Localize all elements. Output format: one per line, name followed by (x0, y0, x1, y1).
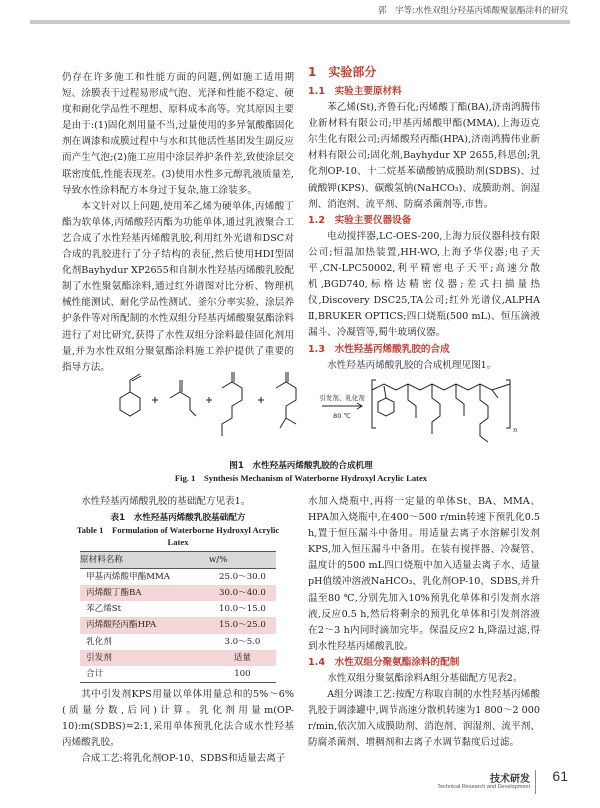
table-cell-value: 25.0～30.0 (218, 572, 266, 583)
table-caption-en: Table 1 Formulation of Waterborne Hydroxyl Acrylic (76, 525, 280, 536)
table-cell-material: 丙烯酸羟丙酯HPA (80, 617, 209, 633)
paragraph-initiator: 其中引发剂KPS用量以单体用量总和的5%～6%(质量分数,后同)计算。乳化剂用量m(OP-10):m(SDBS)=2:1,采用单体预乳化法合成水性羟基丙烯酸乳胶。 (62, 688, 294, 749)
paragraph-process-start: 合成工艺:将乳化剂OP-10、SDBS和适量去离子 (81, 753, 286, 765)
header-rule (30, 20, 570, 24)
polymer-bracket-left (372, 380, 376, 428)
table-header-material: 原材料名称 (80, 552, 209, 569)
polymer-subscript: n (513, 426, 518, 434)
paragraph-materials: 苯乙烯(St),齐鲁石化;丙烯酸丁酯(BA),济南鸿腾伟业新材料有限公司;甲基丙烯酸甲酯(MMA),上海迈克尔生化有限公司;丙烯酸羟丙酯(HPA),济南鸿腾伟业新材料有限公司;固化剂,Bayhydur XP 2655,科思创;乳化剂OP-10、十二烷基苯磺酸钠成膜助剂(SDBS)、过硫酸钾(KPS)、碳酸氢钠(NaHCO₃)、成膜助剂、润湿剂、消泡剂、流平剂、防腐杀菌剂等,市售。 (308, 102, 540, 210)
table-row-total (80, 666, 276, 683)
table-cell-value: 30.0～40.0 (209, 585, 276, 601)
page-number: 61 (552, 768, 568, 784)
running-title: 郭 宇等:水性双组分羟基丙烯酸聚氨酯涂料的研究 (378, 6, 568, 16)
polymer-backbone (372, 384, 510, 390)
table-caption-en-line2: Latex (167, 537, 189, 548)
table-cell-value: 10.0～15.0 (218, 604, 266, 615)
arrow-label: 引发剂、乳化剂 (319, 394, 365, 402)
subsection-heading-synthesis: 1.3 水性羟基丙烯酸乳胶的合成 (308, 343, 450, 355)
styrene-ring (120, 392, 140, 416)
table-row (80, 634, 276, 650)
table-header-mass-fraction: w/% (209, 552, 276, 569)
subsection-heading-materials: 1.1 实验主要原材料 (308, 86, 402, 97)
paragraph-intro-continued: 仍存在许多施工和性能方面的问题,例如施工适用期短、涂膜表干过程易形成气泡、光泽和性能不稳定、硬度和耐化学品性不理想、原料成本高等。究其原因主要是由于:(1)固化剂用量不当,过量使用的多异氰酸酯固化剂在调漆和成膜过程中与水和其他活性基团发生副反应而产生气泡;(2)施工应用中涂层养护条件差,致使涂层交联密度低,性能表现差。(3)使用水性多元醇乳液质量差,导致水性涂料配方本身过于复杂,施工涂装多。 (62, 72, 294, 196)
formulation-table (80, 551, 276, 683)
table-row (80, 569, 276, 586)
table-cell-value: 3.0～5.0 (224, 636, 261, 647)
right-column-bottom (308, 494, 540, 752)
figure-caption-cn: 图1 水性羟基丙烯酸乳胶的合成机理 (229, 461, 373, 471)
figure-synthesis-mechanism (100, 368, 520, 458)
ba-skeleton (222, 382, 242, 436)
arrow-temperature: 80 ℃ (333, 412, 351, 420)
paragraph-process-continued: 水加入烧瓶中,再将一定量的单体St、BA、MMA、HPA加入烧瓶中,在400～500 r/min转速下预乳化0.5 h,置于恒压漏斗中备用。用适量去离子水溶解引发剂KPS,加入恒压漏斗中备用。在装有搅拌器、冷凝管、温度计的500 mL四口烧瓶中加入适量去离子水、适量pH值缓冲溶液NaHCO₃、乳化剂OP-10、SDBS,并升温至80 ℃,分别先加入10%预乳化单体和引发剂水溶液,反应0.5 h,然后将剩余的预乳化单体和引发剂溶液在2～3 h内同时滴加完毕。保温反应2 h,降温过滤,得到水性羟基丙烯酸乳胶。 (308, 496, 540, 652)
section-heading-experimental: 1 实验部分 (308, 65, 377, 79)
paragraph-instruments: 电动搅拌器,LC-OES-200,上海力辰仪器科技有限公司;恒温加热装置,HH-WO,上海予华仪器;电子天平,CN-LPC50002,利平精密电子天平;高速分散机,BGD740,标格达精密仪器;差式扫描量热仪,Discovery DSC25,TA公司;红外光谱仪,ALPHA Ⅱ,BRUKER OPTICS;四口烧瓶(500 mL)、恒压滴液漏斗、冷凝管等,蜀牛玻璃仪器。 (308, 230, 540, 339)
right-column-top (308, 62, 540, 374)
subsection-heading-instruments: 1.2 实验主要仪器设备 (308, 214, 412, 226)
table-cell-value: 15.0～25.0 (209, 617, 276, 633)
paragraph-mixing-process: A组分调漆工艺:按配方称取自制的水性羟基丙烯酸乳胶于调漆罐中,调节高速分散机转速为1 800～2 000 r/min,依次加入成膜助剂、消泡剂、润湿剂、流平剂、防腐杀菌剂、增稠剂和去离子水调节黏度后过滤。 (308, 689, 540, 749)
table-cell-value: 100 (209, 666, 276, 683)
table-header-row (80, 552, 276, 569)
subsection-heading-coating: 1.4 水性双组分聚氨酯涂料的配制 (308, 656, 460, 668)
table-cell-value: 适量 (209, 650, 276, 666)
left-column-top (62, 70, 294, 376)
table-row (80, 601, 276, 617)
table-cell-material: 合计 (80, 666, 209, 683)
table-cell-material: 乳化剂 (86, 636, 112, 647)
journal-name-cn: 技术研发 (490, 774, 530, 785)
table-cell-material: 苯乙烯St (86, 604, 122, 615)
polymer-bracket-right (506, 380, 510, 428)
journal-name-en: Technical Research and Development (437, 784, 530, 790)
table-row (80, 617, 276, 633)
table-cell-material: 丙烯酸丁酯BA (80, 585, 209, 601)
hpa-skeleton (276, 382, 296, 424)
table-row (80, 585, 276, 601)
paragraph-synthesis-ref: 水性羟基丙烯酸乳胶的合成机理见图1。 (327, 359, 497, 371)
left-column-bottom (62, 494, 294, 767)
figure-caption-en: Fig. 1 Synthesis Mechanism of Waterborne Hydroxyl Acrylic Latex (174, 473, 428, 483)
reaction-scheme-drawing (100, 368, 520, 458)
running-head (0, 0, 600, 26)
footer-divider (535, 770, 536, 794)
paragraph-table-ref: 水性羟基丙烯酸乳胶的基础配方见表1。 (81, 496, 251, 507)
paragraph-table2-ref: 水性双组分聚氨酯涂料A组分基础配方见表2。 (327, 673, 523, 685)
table-caption-cn: 表1 水性羟基丙烯酸乳胶基础配方 (110, 513, 246, 524)
paragraph-research-purpose: 本文针对以上问题,使用苯乙烯为硬单体,丙烯酸丁酯为软单体,丙烯酸羟丙酯为功能单体,通过乳液聚合工艺合成了水性羟基丙烯酸乳胶,利用红外光谱和DSC对合成的乳胶进行了分子结构的表征,然后使用HDI型固化剂Bayhydur XP2655和自制水性羟基丙烯酸乳胶配制了水性聚氨酯涂料,通过红外谱图对比分析、物理机械性能测试、耐化学品性测试、釜尔分率实验、涂层养护条件等对所配制的水性双组分羟基丙烯酸聚氨酯涂料进行了对比研究,获得了水性双组分涂料最佳固化剂用量,并为水性双组分聚氨酯涂料施工养护提供了重要的指导方法。 (62, 200, 294, 373)
mma-skeleton (170, 392, 190, 410)
table-cell-material: 引发剂 (80, 650, 209, 666)
table-row (80, 650, 276, 666)
table-cell-material: 甲基丙烯酸甲酯MMA (86, 572, 170, 583)
page-footer (418, 768, 568, 798)
